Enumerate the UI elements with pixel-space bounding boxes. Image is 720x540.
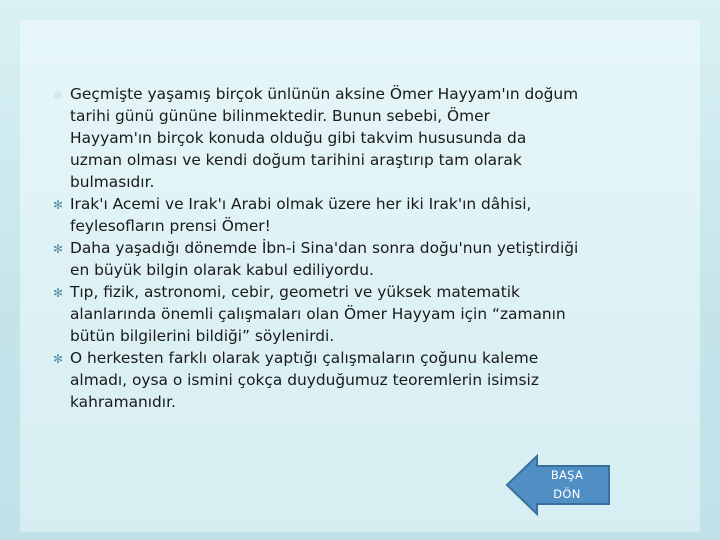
bullet-item-4 <box>48 281 698 347</box>
bullet-5-line-2: almadı, oysa o ismini çokça duyduğumuz teoremlerin isimsiz <box>70 371 539 389</box>
bullet-list <box>48 83 698 413</box>
bullet-item-2 <box>48 193 698 237</box>
back-button-line-2: DÖN <box>553 487 581 501</box>
bullet-1-line-4: uzman olması ve kendi doğum tarihini araştırıp tam olarak <box>70 151 522 169</box>
bullet-2-line-2: feylesofların prensi Ömer! <box>70 217 271 235</box>
bullet-item-1 <box>48 83 698 193</box>
bullet-3-line-2: en büyük bilgin olarak kabul ediliyordu. <box>70 261 374 279</box>
bullet-1-line-3: Hayyam'ın birçok konuda olduğu gibi takvim hususunda da <box>70 129 527 147</box>
bullet-content <box>48 83 698 413</box>
asterisk-bullet-icon: ✻ <box>52 198 64 212</box>
bullet-4-line-2: alanlarında önemli çalışmaları olan Ömer Hayyam için “zamanın <box>70 305 566 323</box>
bullet-1-line-5: bulmasıdır. <box>70 173 155 191</box>
bullet-2-line-1: Irak'ı Acemi ve Irak'ı Arabi olmak üzere her iki Irak'ın dâhisi, <box>70 195 532 213</box>
asterisk-bullet-icon: ✻ <box>52 286 64 300</box>
back-to-start-button[interactable] <box>505 452 615 518</box>
bullet-1-line-2: tarihi günü gününe bilinmektedir. Bunun sebebi, Ömer <box>70 107 490 125</box>
bullet-item-5 <box>48 347 698 413</box>
bullet-item-3 <box>48 237 698 281</box>
asterisk-bullet-icon: ✻ <box>52 242 64 256</box>
back-button-label <box>545 466 589 504</box>
asterisk-bullet-icon: ✻ <box>52 352 64 366</box>
bullet-5-line-3: kahramanıdır. <box>70 393 176 411</box>
back-button-line-1: BAŞA <box>550 468 584 482</box>
bullet-5-line-1: O herkesten farklı olarak yaptığı çalışmaların çoğunu kaleme <box>70 349 539 367</box>
bullet-1-line-1: Geçmişte yaşamış birçok ünlünün aksine Ömer Hayyam'ın doğum <box>70 85 579 103</box>
bullet-4-line-3: bütün bilgilerini bildiği” söylenirdi. <box>70 327 335 345</box>
asterisk-bullet-icon: ✻ <box>52 88 64 102</box>
bullet-3-line-1: Daha yaşadığı dönemde İbn-i Sina'dan sonra doğu'nun yetiştirdiği <box>70 239 579 257</box>
bullet-4-line-1: Tıp, fizik, astronomi, cebir, geometri ve yüksek matematik <box>70 283 520 301</box>
